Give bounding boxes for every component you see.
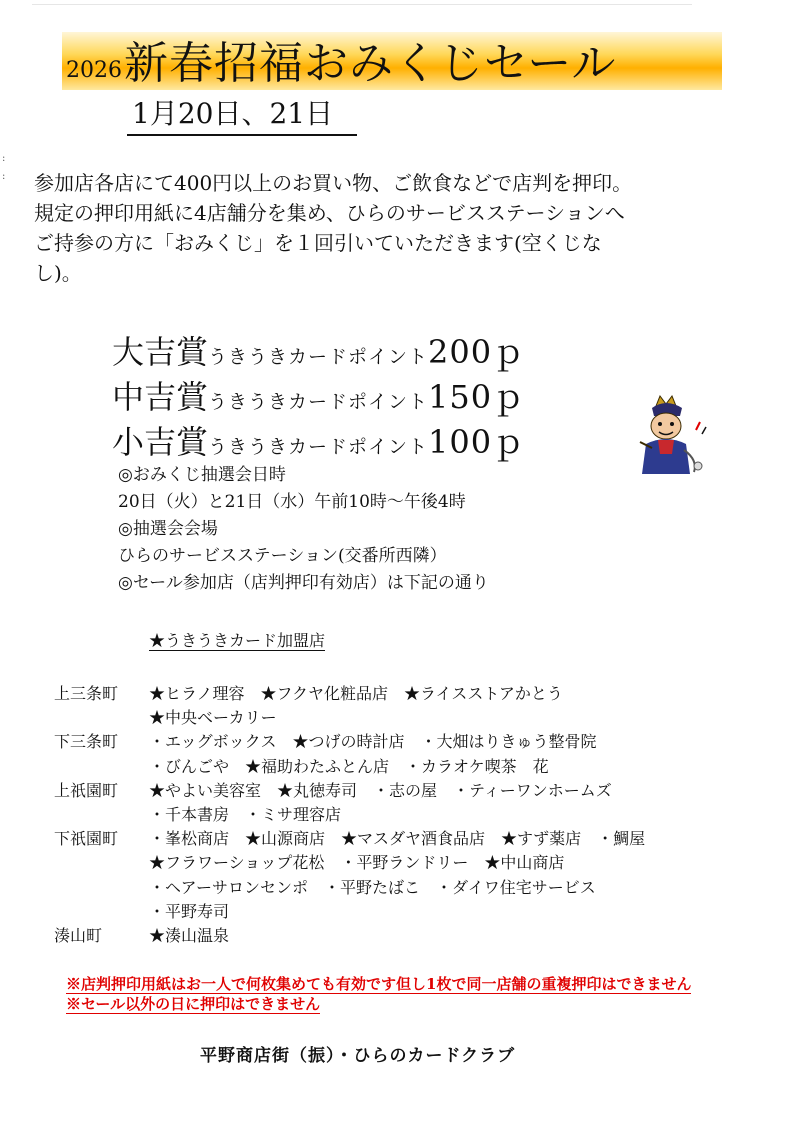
top-rule (32, 4, 692, 5)
intro-line: 規定の押印用紙に4店舗分を集め、ひらのサービスステーションへ (34, 201, 625, 225)
store-row (54, 876, 645, 900)
store-row (54, 706, 645, 730)
prize-points: 200ｐ (428, 333, 526, 371)
note-text: ※店判押印用紙はお一人で何枚集めても有効です但し1枚で同一店舗の重複押印はできません (66, 975, 692, 993)
prize-chukichi (112, 377, 525, 422)
lottery-info (118, 462, 489, 597)
store-names: ・峯松商店 ★山源商店 ★マスダヤ酒食品店 ★すず薬店 ・鯛屋 (149, 829, 646, 849)
store-town (54, 803, 149, 827)
side-dots: : : (2, 153, 6, 182)
note-line (66, 974, 691, 994)
prize-points: 100ｐ (428, 423, 526, 461)
store-row (54, 803, 645, 827)
prize-daikichi (112, 332, 525, 377)
notes (66, 974, 691, 1014)
store-row (54, 755, 645, 779)
date-underline (127, 134, 357, 136)
prize-desc: うきうきカードポイント (208, 391, 429, 413)
prize-rank: 中吉賞 (112, 378, 209, 416)
info-line: ◎抽選会会場 (118, 519, 218, 539)
store-town (54, 900, 149, 924)
page-title (66, 36, 616, 88)
card-member-heading-text: ★うきうきカード加盟店 (149, 631, 326, 650)
store-town (54, 876, 149, 900)
title-text: 新春招福おみくじセール (124, 38, 617, 89)
store-names: ★フラワーショップ花松 ・平野ランドリー ★中山商店 (149, 853, 565, 873)
store-town: 下三条町 (54, 732, 119, 752)
prize-rank: 大吉賞 (112, 333, 209, 371)
note-line (66, 994, 691, 1014)
intro-line: 参加店各店にて400円以上のお買い物、ご飲食などで店判を押印。 (34, 171, 633, 195)
card-member-heading (149, 630, 325, 652)
intro-line: ご持参の方に「おみくじ」を１回引いていただきます(空くじな (34, 231, 602, 255)
store-names: ・エッグボックス ★つげの時計店 ・大畑はりきゅう整骨院 (149, 732, 597, 752)
prize-shokichi (112, 422, 525, 467)
prize-points: 150ｐ (428, 378, 526, 416)
intro-line: し)。 (34, 261, 82, 285)
store-town: 湊山町 (54, 925, 103, 945)
store-row (54, 682, 645, 706)
prize-desc: うきうきカードポイント (208, 346, 429, 368)
store-town: 下祇園町 (54, 829, 119, 849)
store-names: ★やよい美容室 ★丸徳寿司 ・志の屋 ・ティーワンホームズ (149, 780, 612, 800)
prize-desc: うきうきカードポイント (208, 436, 429, 458)
store-row (54, 924, 645, 948)
store-town (54, 851, 149, 875)
store-names: ・平野寿司 (149, 901, 230, 921)
info-line: ◎セール参加店（店判押印有効店）は下記の通り (118, 573, 489, 593)
prize-rank: 小吉賞 (112, 423, 209, 461)
note-text: ※セール以外の日に押印はできません (66, 995, 321, 1013)
store-town: 上三条町 (54, 684, 119, 703)
sale-dates: 1月20日、21日 (132, 97, 334, 130)
store-row (54, 851, 645, 875)
store-row (54, 827, 645, 851)
store-names: ★ヒラノ理容 ★フクヤ化粧品店 ★ライスストアかとう (149, 684, 563, 703)
intro-text (34, 168, 764, 288)
store-names: ・ヘアーサロンセンポ ・平野たばこ ・ダイワ住宅サービス (149, 877, 596, 897)
store-names: ・千本書房 ・ミサ理容店 (149, 804, 342, 824)
organizer-footer: 平野商店街（振）・ひらのカードクラブ (200, 1046, 516, 1066)
info-line: ◎おみくじ抽選会日時 (118, 465, 286, 485)
store-town: 上祇園町 (54, 780, 119, 800)
store-row (54, 730, 645, 754)
samurai-mascot-illustration (628, 394, 712, 480)
title-year: 2026 (66, 58, 122, 83)
info-line: ひらのサービスステーション(交番所西隣） (118, 546, 447, 566)
store-names: ★中央ベーカリー (149, 708, 277, 728)
store-names: ★湊山温泉 (149, 925, 230, 945)
store-town (54, 755, 149, 779)
store-town (54, 706, 149, 730)
store-names: ・びんごや ★福助わたふとん店 ・カラオケ喫茶 花 (149, 756, 549, 776)
store-row (54, 900, 645, 924)
store-list (54, 682, 645, 948)
store-row (54, 779, 645, 803)
info-line: 20日（火）と21日（水）午前10時〜午後4時 (118, 492, 466, 512)
